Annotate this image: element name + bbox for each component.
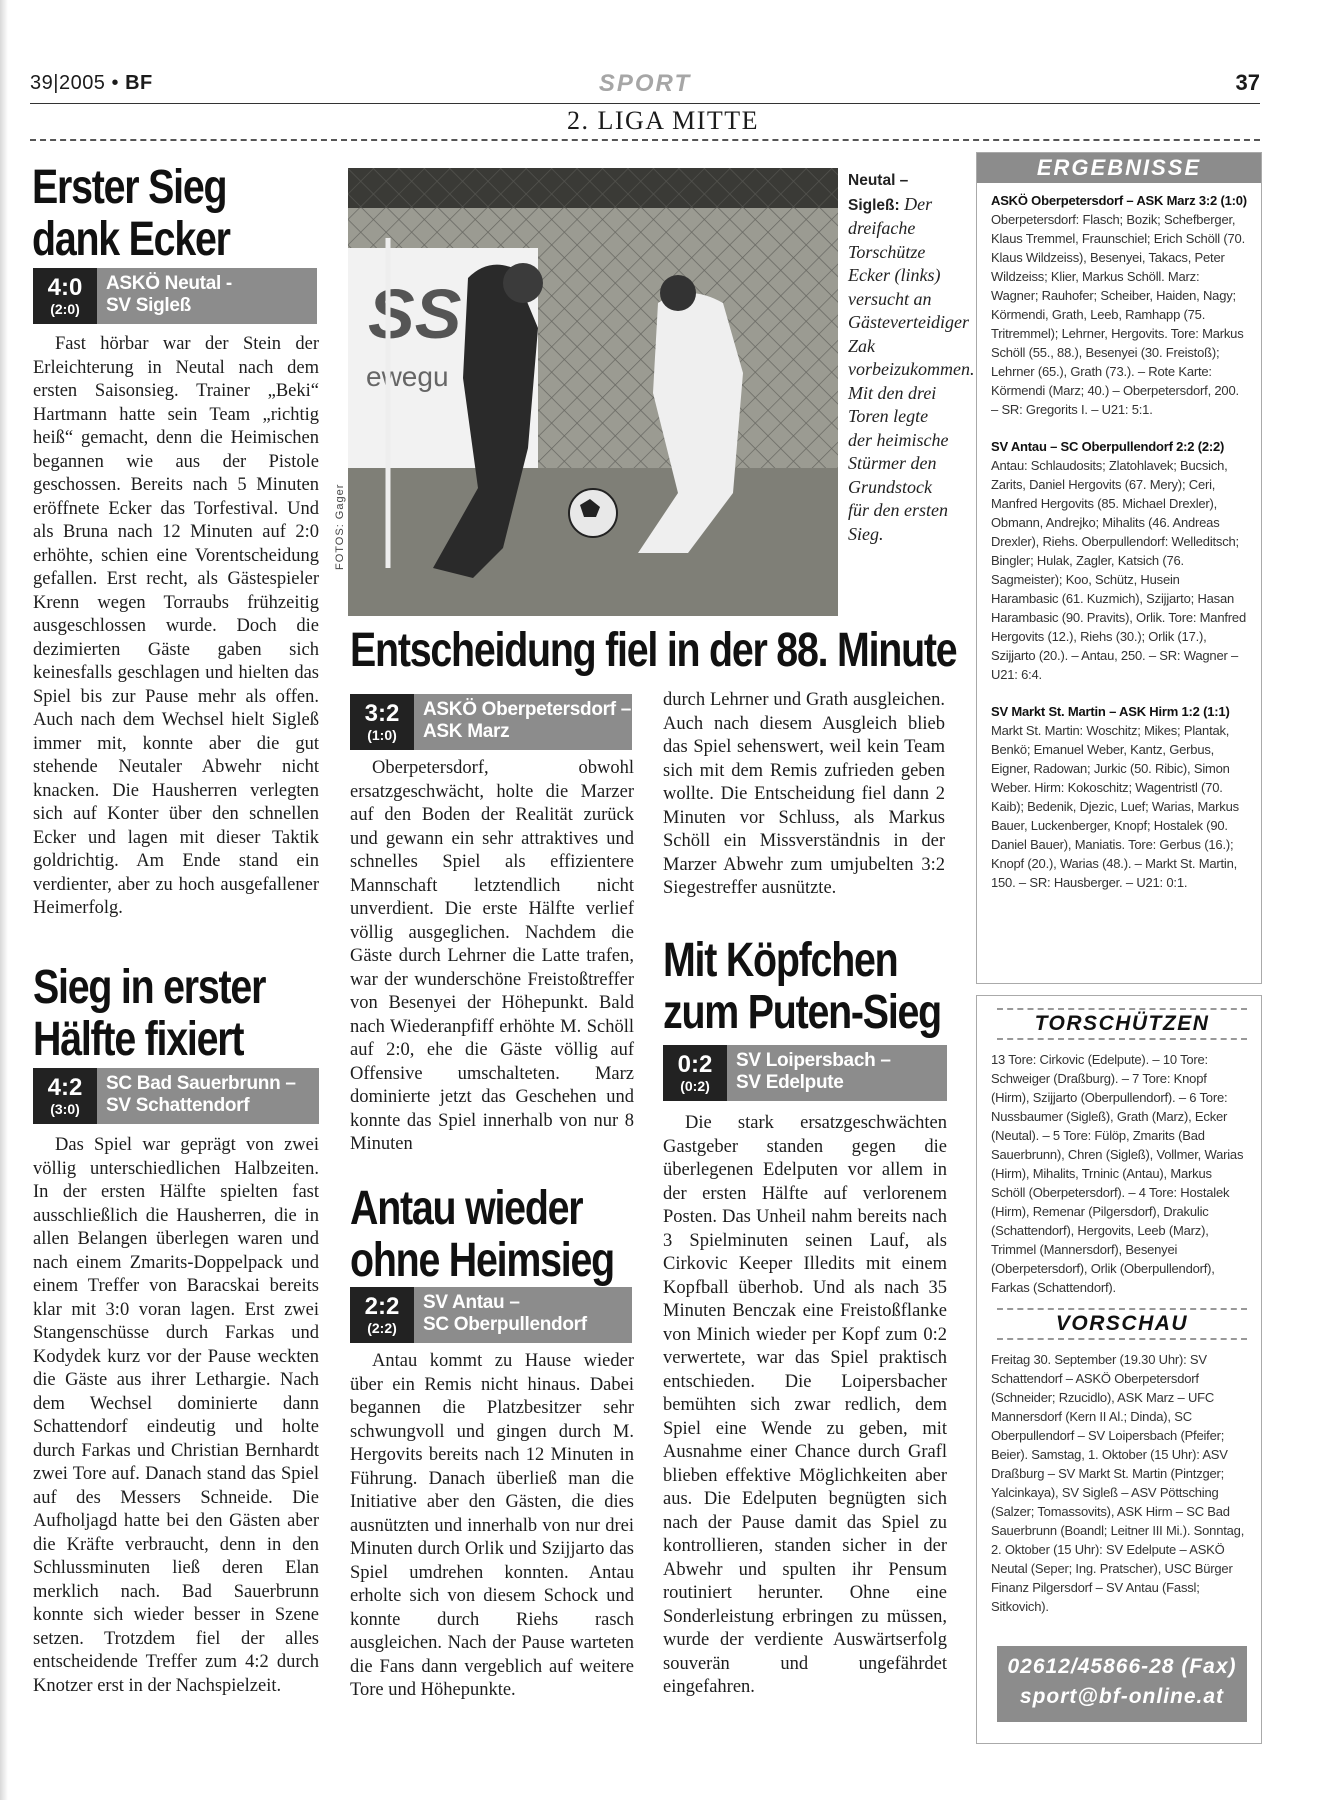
paragraph: Die stark ersatzgeschwächten Gastgeber standen gegen die überlegenen Edelputen vor allem in der ersten Hälfte auf verlorenem Posten. Das Unheil nahm bereits nach 3 Spielminuten seinen Lauf, als Cirkovic Keeper Illedits mit einem Kopfball überhob. Und als nach 35 Minuten Benczak eine Freistoßflanke von Minich wieder per Kopf zum 0:2 verwertete, war das Spiel praktisch entschieden. Die Loipersbacher bemühten sich zwar redlich, dem Spiel eine Wende zu geben, mit Ausnahme einer Chance durch Grafl blieben effektive Möglichkeiten aber aus. Die Edelputen begnügten sich nach der Pause damit das Spiel zu kontrollieren, standen sicher in der Abwehr und spulten ihr Pensum routiniert herunter. Ohne eine Sonderleistung erbringen zu müssen, wurde der verdiente Auswärtserfolg souverän und ungefährdet eingefahren. [663,1113,947,1697]
teams [414,694,632,750]
photo-caption [848,168,975,546]
result-lineup: Oberpetersdorf: Flasch; Bozik; Schefberger, Klaus Tremmel, Fraunschiel; Erich Schöll (70. Klaus Wildzeiss), Besenyei, Takacs, Peter Wildzeiss; Klier, Markus Schöll. Marz: Wagner; Rauhofer; Scheiber, Haiden, Nagy; Körmendi, Grath, Leeb, Ramhapp (75. Tritremmel); Lehrner, Hergovits. Tore: Markus Schöll (55., 88.), Besenyei (30. Freistoß); Lehrner (65.), Grath (73.). – Rote Karte: Körmendi (Marz; 40.) – Oberpetersdorf, 200. – SR: Gregorits I. – U21: 5:1. [991,212,1245,417]
article-headline [32,162,230,266]
headline-line: dank Ecker [32,212,230,266]
score [663,1045,727,1101]
photo-illustration [348,168,838,616]
article-body [350,757,634,1157]
teams [97,1068,319,1124]
score-box [33,1068,319,1124]
issue-number: 39|2005 [30,72,106,94]
home-team: SC Bad Sauerbrunn – [106,1073,296,1094]
result-block [977,183,1261,419]
headline-line: Erster Sieg [32,161,227,214]
issue-info: 39|2005 • BF [30,72,153,94]
result-title: SV Markt St. Martin – ASK Hirm 1:2 (1:1) [991,704,1230,719]
final-score: 4:0 [47,274,83,301]
article-body [663,1112,947,1700]
result-lineup: Antau: Schlaudosits; Zlatohlavek; Bucsich, Zarits, Daniel Hergovits (67. Mery); Ceri, Manfred Hergovits (85. Michael Drexler), Obmann, Andrejko; Mihalits (46. Andreas Drexler), Riehs. Oberpullendorf: Welleditsch; Bingler; Hulak, Zagler, Katsich (76. Sagmeister); Koo, Schütz, Husein Harambasic (61. Kuzmich), Szijjarto; Hasan Harambasic (90. Pravits), Orlik. Tore: Manfred Hergovits (12.), Riehs (30.); Orlik (17.), Szijjarto (20.). – Antau, 250. – SR: Wagner – U21: 6:4. [991,458,1246,682]
section-label: SPORT [598,70,692,97]
home-team: ASKÖ Neutal - [106,273,232,294]
scan-edge [0,0,8,1800]
article-headline [663,935,941,1039]
article-headline: Entscheidung fiel in der 88. Minute [350,624,957,677]
away-team: SC Oberpullendorf [423,1314,587,1335]
final-score: 4:2 [47,1074,83,1101]
caption-text: Der dreifache Torschütze Ecker (links) versucht an Gästeverteidiger Zak vorbeizukommen. Mit den drei Toren legte der heimische Stürmer den Grundstock für den ersten Sieg. [848,193,975,544]
score [350,694,414,750]
score [33,268,97,324]
home-team: ASKÖ Oberpetersdorf – [423,699,632,720]
away-team: ASK Marz [423,721,510,742]
teams [414,1287,632,1343]
article-body [33,1134,319,1698]
headline-line: ohne Heimsieg [350,1233,614,1287]
result-title: ASKÖ Oberpetersdorf – ASK Marz 3:2 (1:0) [991,193,1247,208]
headline-line: Antau wieder [350,1182,583,1235]
photo-credit: FOTOS: Gager [334,483,346,570]
svg-text:ewegu: ewegu [366,361,449,392]
section-title: 2. LIGA MITTE [566,106,760,135]
home-team: SV Antau – [423,1292,520,1313]
halftime-score: (1:0) [367,727,397,743]
brand-logo: BF [125,72,153,94]
scorers-header: TORSCHÜTZEN [997,1008,1247,1040]
sidebar [976,152,1262,1742]
score-box [350,1287,632,1343]
final-score: 3:2 [364,700,400,727]
contact-box [997,1646,1247,1722]
away-team: SV Sigleß [106,295,191,316]
final-score: 0:2 [677,1051,713,1078]
result-block [977,419,1261,684]
caption-lead: Neutal – Sigleß: [848,172,909,214]
headline-line: zum Puten-Sieg [663,985,942,1039]
headline-line: Sieg in erster [33,961,266,1014]
paragraph: durch Lehrner und Grath ausgleichen. Auch nach diesem Ausgleich blieb das Spiel sehenswert, weil kein Team sich mit dem Remis zufrieden geben wollte. Die Entscheidung fiel dann 2 Minuten vor Schluss, als Markus Schöll ein Missverständnis in der Marzer Abwehr zum umjubelten 3:2 Siegestreffer ausnützte. [663,690,945,898]
dashed-divider [30,139,1260,141]
fax-number: 02612/45866-28 (Fax) [1007,1655,1237,1678]
scorers-list: 13 Tore: Cirkovic (Edelpute). – 10 Tore: Schweiger (Draßburg). – 7 Tore: Knopf (Hirm), Szijjarto (Oberpullendorf). – 6 Tore: Nussbaumer (Sigleß), Grath (Marz), Ecker (Neutal). – 5 Tore: Fülöp, Zmarits (Bad Sauerbrunn), Chren (Sigleß), Vollmer, Warias (Hirm), Mihalits, Trninic (Antau), Markus Schöll (Oberpetersdorf). – 4 Tore: Hostalek (Hirm), Remenar (Pilgersdorf), Drakulic (Schattendorf), Hergovits, Leeb (Marz), Trimmel (Mannersdorf), Besenyei (Oberpetersdorf), Orlik (Oberpullendorf), Farkas (Schattendorf). [991,1052,1244,1295]
article-headline [350,1183,614,1287]
paragraph: Das Spiel war geprägt von zwei völlig unterschiedlichen Halbzeiten. In der ersten Hälfte spielten fast ausschließlich die Hausherren, die in allen Belangen überlegen waren und nach einem Zmarits-Doppelpack und einem Treffer von Baracskai bereits klar mit 3:0 voran lagen. Erst zwei Stangenschüsse durch Farkas und Kodydek kurz vor der Pause weckten die Gäste aus ihrer Lethargie. Nach dem Wechsel dominierte dann Schattendorf eindeutig und holte durch Farkas und Christian Bernhardt zwei Tore auf. Danach stand das Spiel auf des Messers Schneide. Die Aufholjagd hatte bei den Gästen aber die Kräfte verbraucht, denn in den Schlussminuten ließ deren Elan merklich nach. Bad Sauerbrunn konnte sich wieder besser in Szene setzen. Trotzdem fiel der alles entscheidende Treffer zum 4:2 durch Knotzer erst in der Nachspielzeit. [33,1135,319,1696]
paragraph: Antau kommt zu Hause wieder über ein Remis nicht hinaus. Dabei begannen die Platzbesitzer sehr schwungvoll und gingen durch M. Hergovits bereits nach 12 Minuten in Führung. Danach überließ man die Initiative aber den Gästen, die dies ausnützten und innerhalb von nur drei Minuten durch Orlik und Szijjarto das Spiel umdrehen konnten. Antau erholte sich von diesem Schock und konnte durch Riehs rasch ausgleichen. Nach der Pause warteten die Fans dann vergeblich auf weitere Tore und Höhepunkte. [350,1351,634,1700]
teams [727,1045,947,1101]
results-header: ERGEBNISSE [977,153,1261,183]
halftime-score: (2:0) [50,301,80,317]
headline-line: Mit Köpfchen [663,934,898,987]
home-team: SV Loipersbach – [736,1050,891,1071]
article-body [350,1350,634,1703]
email-link[interactable]: sport@bf-online.at [1019,1685,1225,1708]
teams [97,268,317,324]
score-box [663,1045,947,1101]
header-rule [30,103,1260,104]
paragraph: Oberpetersdorf, obwohl ersatzgeschwächt, holte die Marzer auf den Boden der Realität zurück und gewann ein sehr attraktives und schnelles Spiel als effizientere Mannschaft letztendlich nicht unverdient. Die erste Hälfte verlief völlig ausgeglichen. Nachdem die Gäste durch Lehrner die Latte trafen, war der wunderschöne Freistoßtreffer von Besenyei der Höhepunkt. Bald nach Wiederanpfiff erhöhte M. Schöll auf 2:0, ehe die Gäste völlig auf Offensive umschalteten. Marz dominierte jetzt das Geschehen und konnte das Spiel innerhalb von nur 8 Minuten [350,758,634,1154]
results-panel [976,152,1262,984]
result-block [977,684,1261,892]
paragraph: Fast hörbar war der Stein der Erleichterung in Neutal nach dem ersten Saisonsieg. Trainer „Beki“ Hartmann hatte sein Team „richtig heiß“ gemacht, denn die Heimischen begannen wie aus der Pistole geschossen. Bereits nach 5 Minuten eröffnete Ecker das Torfestival. Und als Bruna nach 12 Minuten auf 2:0 erhöhte, schien eine Vorentscheidung gefallen. Erst recht, als Gästespieler Krenn wegen Torraubs frühzeitig ausgeschlossen wurde. Doch die dezimierten Gäste gaben sich keinesfalls geschlagen und hielten das Spiel bis zur Pause mehr als offen. Auch nach dem Wechsel hielt Sigleß immer mit, konnte aber die gut stehende Neutaler Abwehr nicht knacken. Die Hausherren verlegten sich auf Konter über den schnellen Ecker und lagen mit dieser Taktik goldrichtig. Am Ende stand ein verdienter, aber zu hoch ausgefallener Heimerfolg. [33,334,319,918]
halftime-score: (2:2) [367,1320,397,1336]
result-title: SV Antau – SC Oberpullendorf 2:2 (2:2) [991,439,1225,454]
svg-text:SS: SS [368,275,462,353]
score-box [33,268,317,324]
page-number: 37 [1235,70,1260,95]
score [33,1068,97,1124]
final-score: 2:2 [364,1293,400,1320]
preview-header: VORSCHAU [997,1308,1247,1340]
headline-line: Hälfte fixiert [33,1012,244,1066]
score-box [350,694,632,750]
score [350,1287,414,1343]
article-body [33,333,319,921]
result-lineup: Markt St. Martin: Woschitz; Mikes; Plantak, Benkö; Emanuel Weber, Kantz, Gerbus, Eigner, Radowan; Jurkic (50. Ribic), Simon Weber. Hirm: Kokoschitz; Wagentristl (70. Kaib); Bedenik, Djezic, Luef; Warias, Markus Bauer, Luckenberger, Knopf; Hostalek (90. Daniel Bauer), Maniatis. Tore: Gerbus (16.); Knopf (20.), Warias (48.). – Markt St. Martin, 150. – SR: Hausberger. – U21: 0:1. [991,723,1239,890]
article-headline [33,962,265,1066]
halftime-score: (3:0) [50,1101,80,1117]
match-photo [348,168,838,616]
away-team: SV Schattendorf [106,1095,250,1116]
away-team: SV Edelpute [736,1072,844,1093]
page-header [30,70,1260,106]
info-panel [976,995,1262,1744]
preview-list: Freitag 30. September (19.30 Uhr): SV Schattendorf – ASKÖ Oberpetersdorf (Schneider; Rzucidlo), ASK Marz – UFC Mannersdorf (Kern II Al.; Dinda), SC Oberpullendorf – SV Loipersbach (Pfeifer; Beier). Samstag, 1. Oktober (15 Uhr): ASV Draßburg – SV Markt St. Martin (Pintzger; Yalcinkaya), SV Sigleß – ASV Pöttsching (Salzer; Tomassovits), ASK Hirm – SC Bad Sauerbrunn (Boandl; Leitner III Mi.). Sonntag, 2. Oktober (15 Uhr): SV Edelpute – ASKÖ Neutal (Seper; Ing. Pratscher), USC Bürger Finanz Pilgersdorf – SV Antau (Fassl; Sitkovich). [991,1352,1245,1614]
halftime-score: (0:2) [680,1078,710,1094]
article-body-continued [663,689,945,901]
